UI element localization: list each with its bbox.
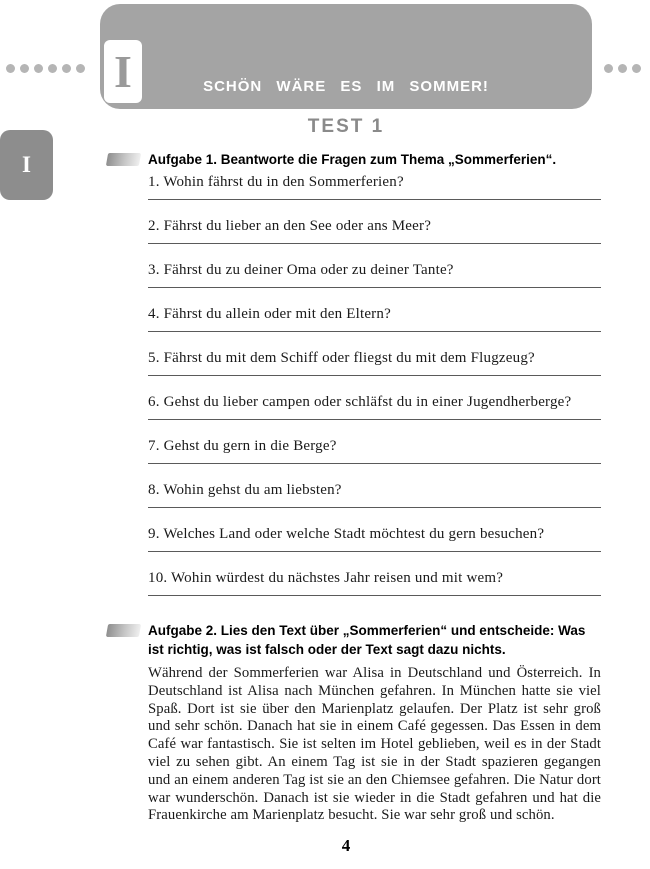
dot-icon	[34, 64, 43, 73]
sidebar-chapter-tab	[0, 130, 53, 200]
answer-line	[148, 463, 601, 464]
answer-line	[148, 243, 601, 244]
chapter-banner	[100, 4, 592, 109]
question-list	[100, 173, 601, 596]
aufgabe2-heading-row	[148, 621, 601, 659]
dot-icon	[604, 64, 613, 73]
dot-icon	[20, 64, 29, 73]
question-block	[148, 349, 601, 376]
question-text: 1. Wohin fährst du in den Sommerferien?	[148, 174, 404, 190]
answer-line	[148, 287, 601, 288]
chapter-title: SCHÖN WÄRE ES IM SOMMER!	[203, 78, 489, 95]
brush-marker-icon	[106, 153, 141, 166]
answer-line	[148, 551, 601, 552]
question-text: 2. Fährst du lieber an den See oder ans Meer?	[148, 218, 432, 234]
dot-icon	[6, 64, 15, 73]
sidebar-tab-letter: I	[22, 152, 31, 177]
question-block	[148, 437, 601, 464]
question-block	[148, 481, 601, 508]
question-text: 10. Wohin würdest du nächstes Jahr reisen und mit wem?	[148, 570, 504, 586]
question-text: 9. Welches Land oder welche Stadt möchtest du gern besuchen?	[148, 526, 545, 542]
answer-line	[148, 331, 601, 332]
dot-icon	[618, 64, 627, 73]
dot-icon	[48, 64, 57, 73]
question-text: 7. Gehst du gern in die Berge?	[148, 438, 337, 454]
question-block	[148, 261, 601, 288]
answer-line	[148, 375, 601, 376]
dot-icon	[76, 64, 85, 73]
dot-icon	[62, 64, 71, 73]
question-text: 4. Fährst du allein oder mit den Eltern?	[148, 306, 391, 322]
question-text: 6. Gehst du lieber campen oder schläfst du in einer Jugendherberge?	[148, 394, 572, 410]
page-content	[100, 150, 601, 825]
chapter-letter: I	[114, 45, 132, 97]
answer-line	[148, 595, 601, 596]
question-block	[148, 305, 601, 332]
question-block	[148, 217, 601, 244]
answer-line	[148, 419, 601, 420]
question-block	[148, 569, 601, 596]
question-block	[148, 173, 601, 200]
brush-marker-icon	[106, 624, 141, 637]
answer-line	[148, 199, 601, 200]
question-block	[148, 393, 601, 420]
left-dots-decoration	[6, 64, 85, 73]
question-text: 8. Wohin gehst du am liebsten?	[148, 482, 342, 498]
answer-line	[148, 507, 601, 508]
dot-icon	[632, 64, 641, 73]
aufgabe2-text: Während der Sommerferien war Alisa in Deutschland und Österreich. In Deutschland ist Alisa nach München gefahren. In München hatte sie viel Spaß. Dort ist sie über den Marienplatz gelaufen. Der Platz ist sehr groß und sehr schön. Danach hat sie in einem Café gegessen. Das Essen in dem Café war fantastisch. Sie ist selten im Hotel geblieben, weil es in der Stadt viel zu sehen gibt. An einem Tag ist sie in der Stadt spazieren gegangen und an einem anderen Tag ist sie an den Chiemsee gefahren. Die Natur dort war wunderschön. Danach ist sie wieder in die Stadt gefahren und hat die Frauenkirche am Marienplatz besucht. Sie war sehr groß und schön.	[148, 665, 601, 824]
aufgabe2-heading: Aufgabe 2. Lies den Text über „Sommerferien“ und entscheide: Was ist richtig, was ist falsch oder der Text sagt dazu nichts.	[148, 623, 586, 657]
test-title: TEST 1	[307, 116, 385, 137]
question-block	[148, 525, 601, 552]
right-dots-decoration	[604, 64, 641, 73]
aufgabe1-heading-row	[148, 150, 601, 169]
page-number: 4	[341, 836, 351, 855]
question-text: 5. Fährst du mit dem Schiff oder fliegst du mit dem Flugzeug?	[148, 350, 535, 366]
question-text: 3. Fährst du zu deiner Oma oder zu deiner Tante?	[148, 262, 454, 278]
aufgabe1-heading: Aufgabe 1. Beantworte die Fragen zum Thema „Sommerferien“.	[148, 152, 557, 167]
